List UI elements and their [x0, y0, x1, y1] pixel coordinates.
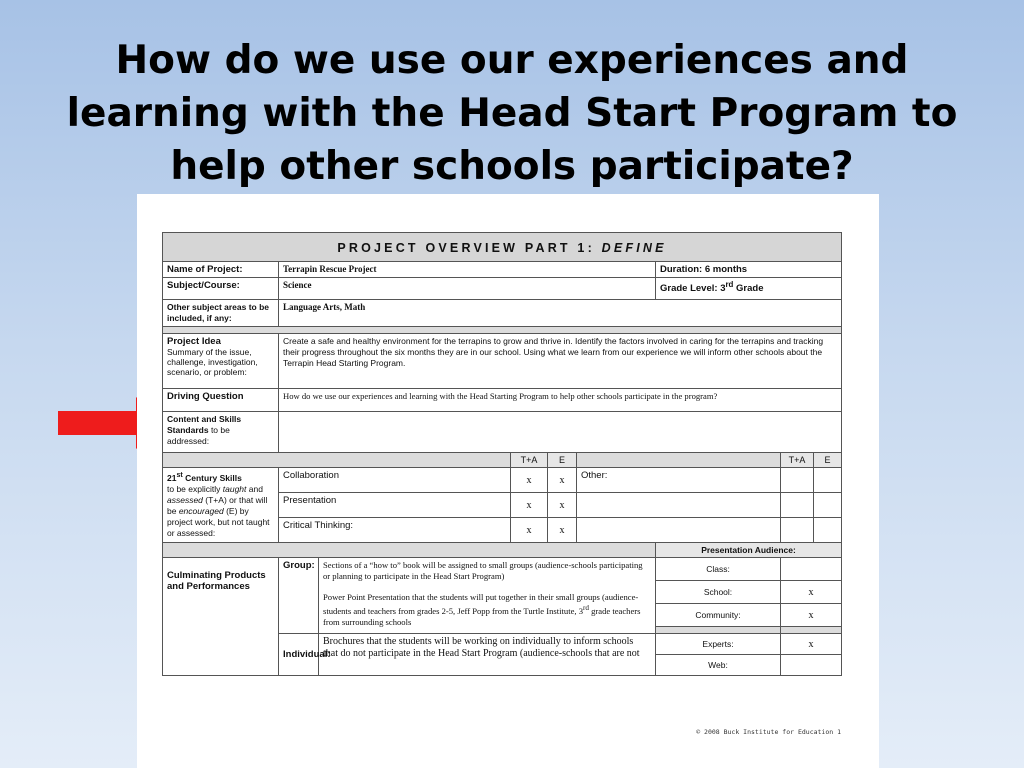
skill-e-mark: x — [548, 468, 577, 493]
other-skill-e-blank — [814, 518, 842, 543]
driving-question-value: How do we use our experiences and learning with the Head Starting Program to help other schools participate in the program? — [279, 389, 842, 412]
form-banner: PROJECT OVERVIEW PART 1: DEFINE — [163, 233, 842, 262]
culminating-label: Culminating Products and Performances — [163, 558, 279, 676]
audience-label: Class: — [656, 558, 781, 581]
slide-title — [20, 34, 1004, 193]
audience-mark — [781, 655, 842, 676]
audience-label: Experts: — [656, 634, 781, 655]
individual-text: Brochures that the students will be working on individually to inform schools that do not participate in the Head Start Program (audience-schools that are not — [319, 634, 656, 676]
copyright-footer: © 2008 Buck Institute for Education 1 — [696, 728, 841, 736]
skills-header-gap — [163, 453, 511, 468]
audience-label: Community: — [656, 604, 781, 627]
subject-value: Science — [279, 278, 656, 300]
group-text: Sections of a “how to” book will be assigned to small groups (audience-schools participating or planning to participate in the Head Start Program) Power Point Presentation that the students will put together in their small groups (audience-students and teachers from grades 2-5, Jeff Popp from the Turtle Institute, 3rd grade teachers from surrounding schools — [319, 558, 656, 634]
title-line-3: help other schools participate? — [170, 144, 854, 189]
other-skill-blank — [577, 518, 781, 543]
audience-mark: x — [781, 604, 842, 627]
content-standards-value — [279, 412, 842, 453]
individual-label: Individual: — [279, 634, 319, 676]
name-value: Terrapin Rescue Project — [279, 262, 656, 278]
audience-mark: x — [781, 634, 842, 655]
driving-question-label: Driving Question — [163, 389, 279, 412]
audience-mark — [781, 558, 842, 581]
other-subjects-label: Other subject areas to be included, if any: — [163, 300, 279, 327]
duration: Duration: 6 months — [656, 262, 842, 278]
title-line-1: How do we use our experiences and — [115, 38, 909, 83]
skill-ta-mark: x — [511, 493, 548, 518]
audience-header-gap — [163, 543, 656, 558]
audience-spacer — [656, 627, 781, 634]
skill-e-mark: x — [548, 518, 577, 543]
audience-mark: x — [781, 581, 842, 604]
skill-ta-mark: x — [511, 518, 548, 543]
other-skill-ta-blank — [781, 518, 814, 543]
other-skill-ta-blank — [781, 493, 814, 518]
other-skill-blank — [577, 493, 781, 518]
skill-ta-mark: x — [511, 468, 548, 493]
col-e-header-2: E — [814, 453, 842, 468]
title-line-2: learning with the Head Start Program to — [66, 91, 958, 136]
name-label: Name of Project: — [163, 262, 279, 278]
skill-name: Critical Thinking: — [279, 518, 511, 543]
document-scan — [137, 194, 879, 768]
skill-name: Collaboration — [279, 468, 511, 493]
other-skill-e — [814, 468, 842, 493]
col-ta-header-2: T+A — [781, 453, 814, 468]
group-label: Group: — [279, 558, 319, 634]
presentation-audience-header: Presentation Audience: — [656, 543, 842, 558]
other-skill-ta — [781, 468, 814, 493]
other-skill-e-blank — [814, 493, 842, 518]
project-idea-value: Create a safe and healthy environment for the terrapins to grow and thrive in. Identify the factors involved in caring for the terrapins and tracking their progress throughout the six months they are in our school. Using what we learn from our experience we will inform other schools about the Terrapin Head Starting Program. — [279, 334, 842, 389]
skills-label: 21st Century Skills to be explicitly taught and assessed (T+A) or that will be encouraged (E) by project work, but not taught or assessed: — [163, 468, 279, 543]
other-subjects-value: Language Arts, Math — [279, 300, 842, 327]
audience-spacer — [781, 627, 842, 634]
subject-label: Subject/Course: — [163, 278, 279, 300]
audience-label: Web: — [656, 655, 781, 676]
col-ta-header: T+A — [511, 453, 548, 468]
grade-level: Grade Level: 3rd Grade — [656, 278, 842, 300]
col-e-header: E — [548, 453, 577, 468]
content-standards-label: Content and Skills Standards to be addressed: — [163, 412, 279, 453]
skill-name: Presentation — [279, 493, 511, 518]
project-idea-label: Project Idea Summary of the issue, challenge, investigation, scenario, or problem: — [163, 334, 279, 389]
skills-header-gap-2 — [577, 453, 781, 468]
audience-label: School: — [656, 581, 781, 604]
other-skill-label: Other: — [577, 468, 781, 493]
skill-e-mark: x — [548, 493, 577, 518]
project-overview-form — [162, 232, 842, 676]
